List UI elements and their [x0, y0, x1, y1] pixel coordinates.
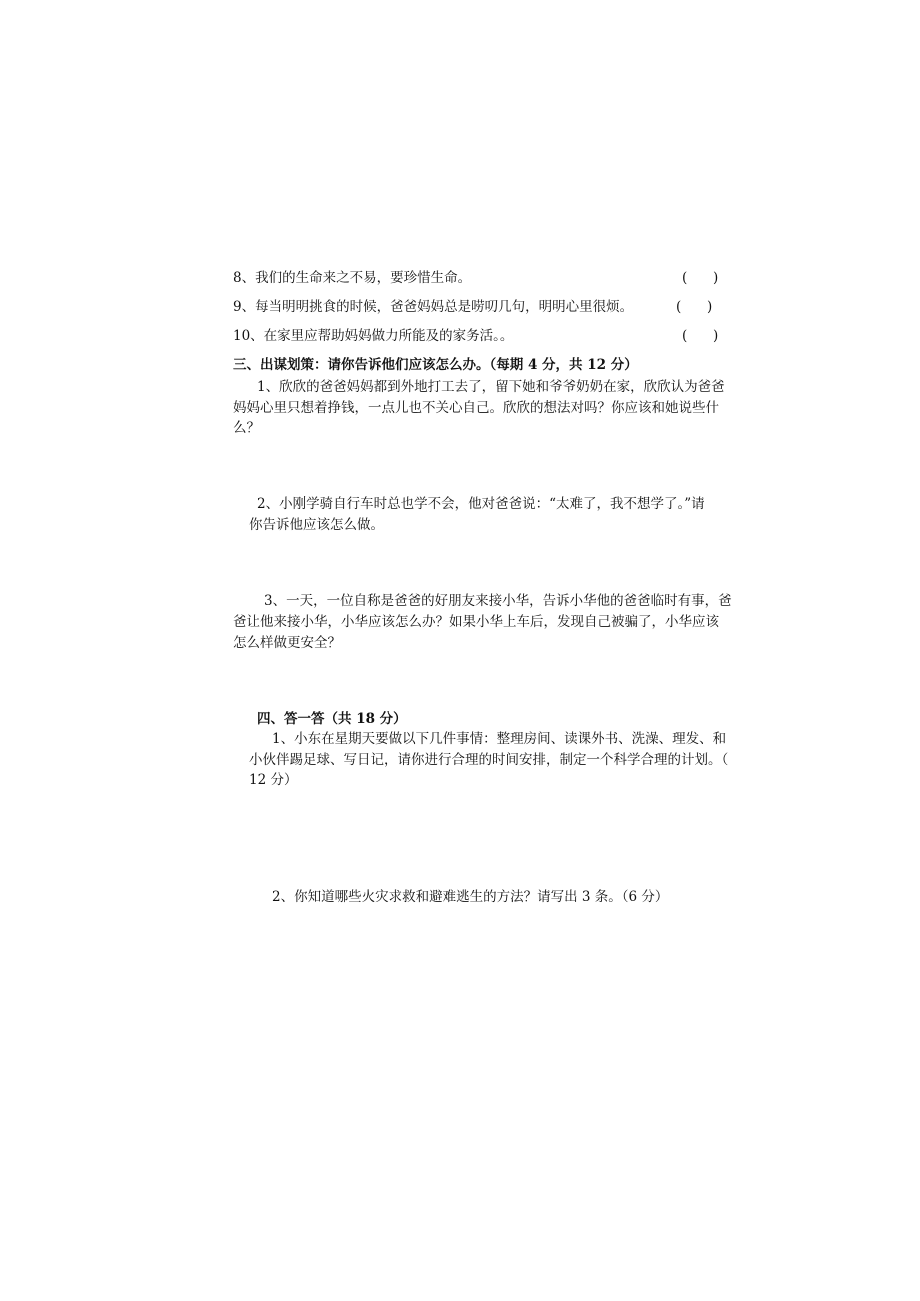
tf-item-8: 8、我们的生命来之不易，要珍惜生命。 [233, 270, 472, 286]
s4-q1-line1: 1、小东在星期天要做以下几件事情：整理房间、读课外书、洗澡、理发、和 [272, 731, 727, 747]
s3-q3-line1: 3、一天，一位自称是爸爸的好朋友来接小华，告诉小华他的爸爸临时有事，爸 [264, 593, 732, 609]
section4-heading: 四、答一答（共 18 分） [257, 711, 407, 727]
s3-q1-line3: 么？ [233, 420, 260, 436]
tf-item-9-answer-blank[interactable]: ( ) [676, 299, 713, 315]
s3-q3-line3: 怎么样做更安全？ [233, 635, 341, 651]
s3-q1-line2: 妈妈心里只想着挣钱，一点儿也不关心自己。欣欣的想法对吗？你应该和她说些什 [233, 400, 719, 416]
s3-q3-line2: 爸让他来接小华，小华应该怎么办？如果小华上车后，发现自己被骗了，小华应该 [233, 614, 719, 630]
tf-item-10: 10、在家里应帮助妈妈做力所能及的家务活。。 [233, 328, 514, 344]
tf-item-10-answer-blank[interactable]: ( ) [682, 328, 719, 344]
s3-q1-line1: 1、欣欣的爸爸妈妈都到外地打工去了，留下她和爷爷奶奶在家，欣欣认为爸爸 [257, 379, 725, 395]
s3-q2-line2: 你告诉他应该怎么做。 [249, 517, 384, 533]
tf-item-9: 9、每当明明挑食的时候，爸爸妈妈总是唠叨几句，明明心里很烦。 [233, 299, 634, 315]
s4-q1-line2: 小伙伴踢足球、写日记，请你进行合理的时间安排，制定一个科学合理的计划。（ [249, 752, 729, 768]
s3-q2-line1: 2、小刚学骑自行车时总也学不会，他对爸爸说：“太难了，我不想学了。”请 [257, 496, 705, 512]
section3-heading: 三、出谋划策：请你告诉他们应该怎么办。（每期 4 分，共 12 分） [233, 357, 638, 373]
s4-q1-line3: 12 分） [249, 772, 298, 788]
tf-item-8-answer-blank[interactable]: ( ) [682, 270, 719, 286]
s4-q2: 2、你知道哪些火灾求救和避难逃生的方法？请写出 3 条。（6 分） [272, 889, 669, 905]
